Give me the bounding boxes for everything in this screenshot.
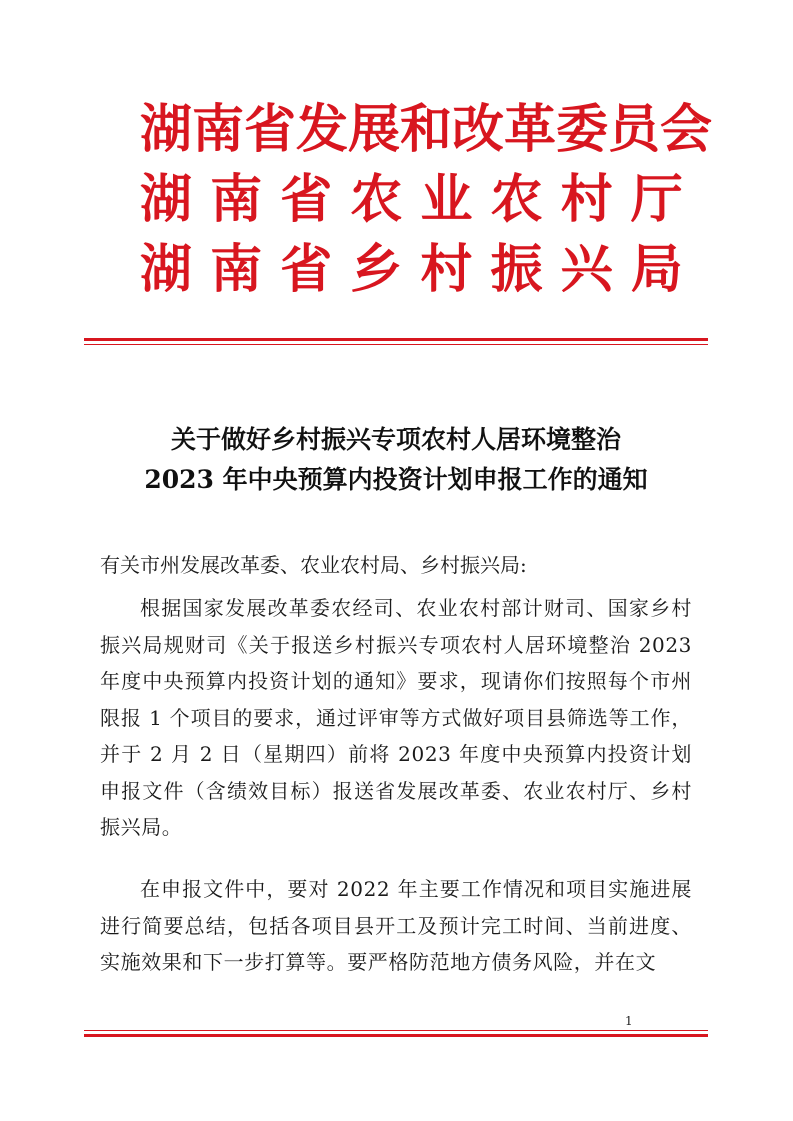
document-title-line-2: 2023 年中央预算内投资计划申报工作的通知 <box>144 465 648 494</box>
body-paragraph: 根据国家发展改革委农经司、农业农村部计财司、国家乡村振兴局规财司《关于报送乡村振兴专项农村人居环境整治 2023 年度中央预算内投资计划的通知》要求，现请你们按照每个市州限报 1 个项目的要求，通过评审等方式做好项目县筛选等工作，并于 2 月 2 日（星期四）前将 2023 年度中央预算内投资计划申报文件（含绩效目标）报送省发展改革委、农业农村厅、乡村振兴局。 <box>100 596 692 839</box>
footer-red-rule-thin <box>84 1030 708 1031</box>
header-red-rule-thin <box>84 344 708 345</box>
issuing-agency-agriculture: 湖 南 省 农 业 农 村 厅 <box>140 170 683 230</box>
header-red-rule <box>84 338 708 341</box>
salutation: 有关市州发展改革委、农业农村局、乡村振兴局: <box>100 553 527 577</box>
issuing-agency-rural-revitalization: 湖 南 省 乡 村 振 兴 局 <box>140 240 683 300</box>
footer-red-rule <box>84 1034 708 1037</box>
document-title-line-1: 关于做好乡村振兴专项农村人居环境整治 <box>170 425 621 454</box>
issuing-agency-development-reform: 湖南省发展和改革委员会 <box>140 100 713 160</box>
page-number: 1 <box>625 1014 633 1028</box>
body-paragraph: 在申报文件中，要对 2022 年主要工作情况和项目实施进展进行简要总结，包括各项目县开工及预计完工时间、当前进度、实施效果和下一步打算等。要严格防范地方债务风险，并在文 <box>100 877 692 974</box>
